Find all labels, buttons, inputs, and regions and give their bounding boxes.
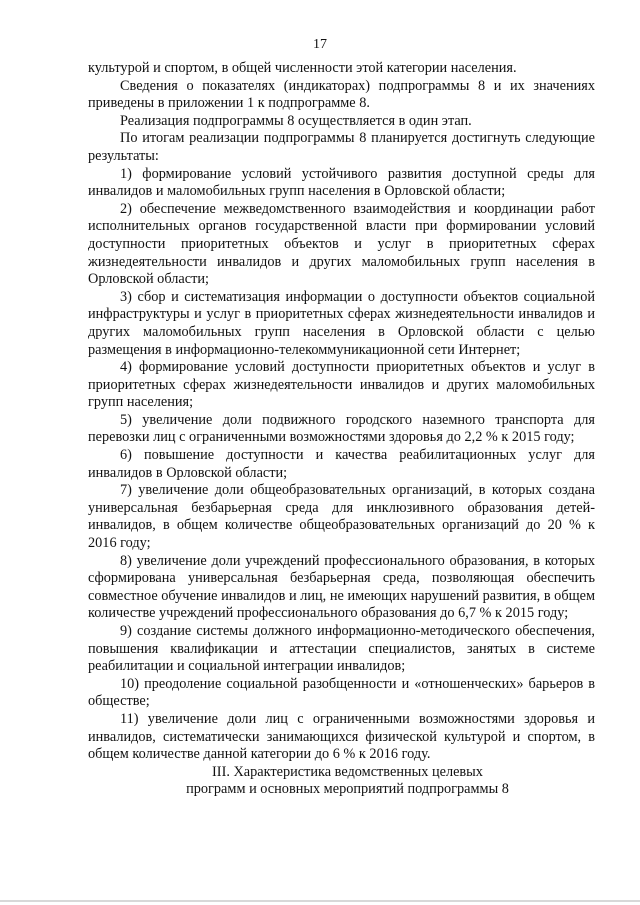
result-item-9: 9) создание системы должного информационно-методического обеспечения, повышения квалификации и аттестации специалистов, занятых в системе реабилитации и социальной интеграции инвалидов; <box>88 623 595 675</box>
result-item-4: 4) формирование условий доступности приоритетных объектов и услуг в приоритетных сферах жизнедеятельности инвалидов и других маломобильных групп населения; <box>88 359 595 411</box>
result-item-5: 5) увеличение доли подвижного городского наземного транспорта для перевозки лиц с ограниченными возможностями здоровья до 2,2 % к 2015 году; <box>88 411 595 446</box>
result-item-8: 8) увеличение доли учреждений профессионального образования, в которых сформирована универсальная безбарьерная среда, позволяющая обеспечить совместное обучение инвалидов и лиц, не имеющих нарушений развития, в общем количестве учреждений профессионального образования до 6,7 % к 2015 году; <box>88 552 595 622</box>
document-body <box>88 60 595 799</box>
result-item-2: 2) обеспечение межведомственного взаимодействия и координации работ исполнительных органов государственной власти при формировании условий доступности приоритетных объектов и услуг в приоритетных сферах жизнедеятельности инвалидов и других маломобильных групп населения в Орловской области; <box>88 200 595 288</box>
result-item-11: 11) увеличение доли лиц с ограниченными возможностями здоровья и инвалидов, систематически занимающихся физической культурой и спортом, в общем количестве данной категории до 6 % к 2016 году. <box>88 710 595 763</box>
section-heading-line-2: программ и основных мероприятий подпрограммы 8 <box>186 781 509 798</box>
section-heading-line-1: III. Характеристика ведомственных целевых <box>212 763 483 780</box>
paragraph-results-intro: По итогам реализации подпрограммы 8 планируется достигнуть следующие результаты: <box>88 130 595 164</box>
result-item-7: 7) увеличение доли общеобразовательных организаций, в которых создана универсальная безбарьерная среда для инклюзивного образования детей-инвалидов, в общем количестве общеобразовательных организаций до 20 % к 2016 году; <box>88 482 595 552</box>
page-bottom-edge <box>0 900 640 902</box>
page-number: 17 <box>313 37 327 52</box>
paragraph-indicators-info: Сведения о показателях (индикаторах) подпрограммы 8 и их значениях приведены в приложении 1 к подпрограмме 8. <box>88 77 595 112</box>
paragraph-implementation-stage: Реализация подпрограммы 8 осуществляется в один этап. <box>120 112 472 129</box>
result-item-6: 6) повышение доступности и качества реабилитационных услуг для инвалидов в Орловской области; <box>88 447 595 481</box>
result-item-10: 10) преодоление социальной разобщенности и «отношенческих» барьеров в обществе; <box>88 675 595 710</box>
paragraph-continuation: культурой и спортом, в общей численности этой категории населения. <box>88 60 517 76</box>
result-item-3: 3) сбор и систематизация информации о доступности объектов социальной инфраструктуры и услуг в приоритетных сферах жизнедеятельности инвалидов и других маломобильных групп населения в Орловской области с целью размещения в информационно-телекоммуникационной сети Интернет; <box>88 288 595 358</box>
section-heading <box>88 764 595 799</box>
result-item-1: 1) формирование условий устойчивого развития доступной среды для инвалидов и маломобильных групп населения в Орловской области; <box>88 165 595 200</box>
